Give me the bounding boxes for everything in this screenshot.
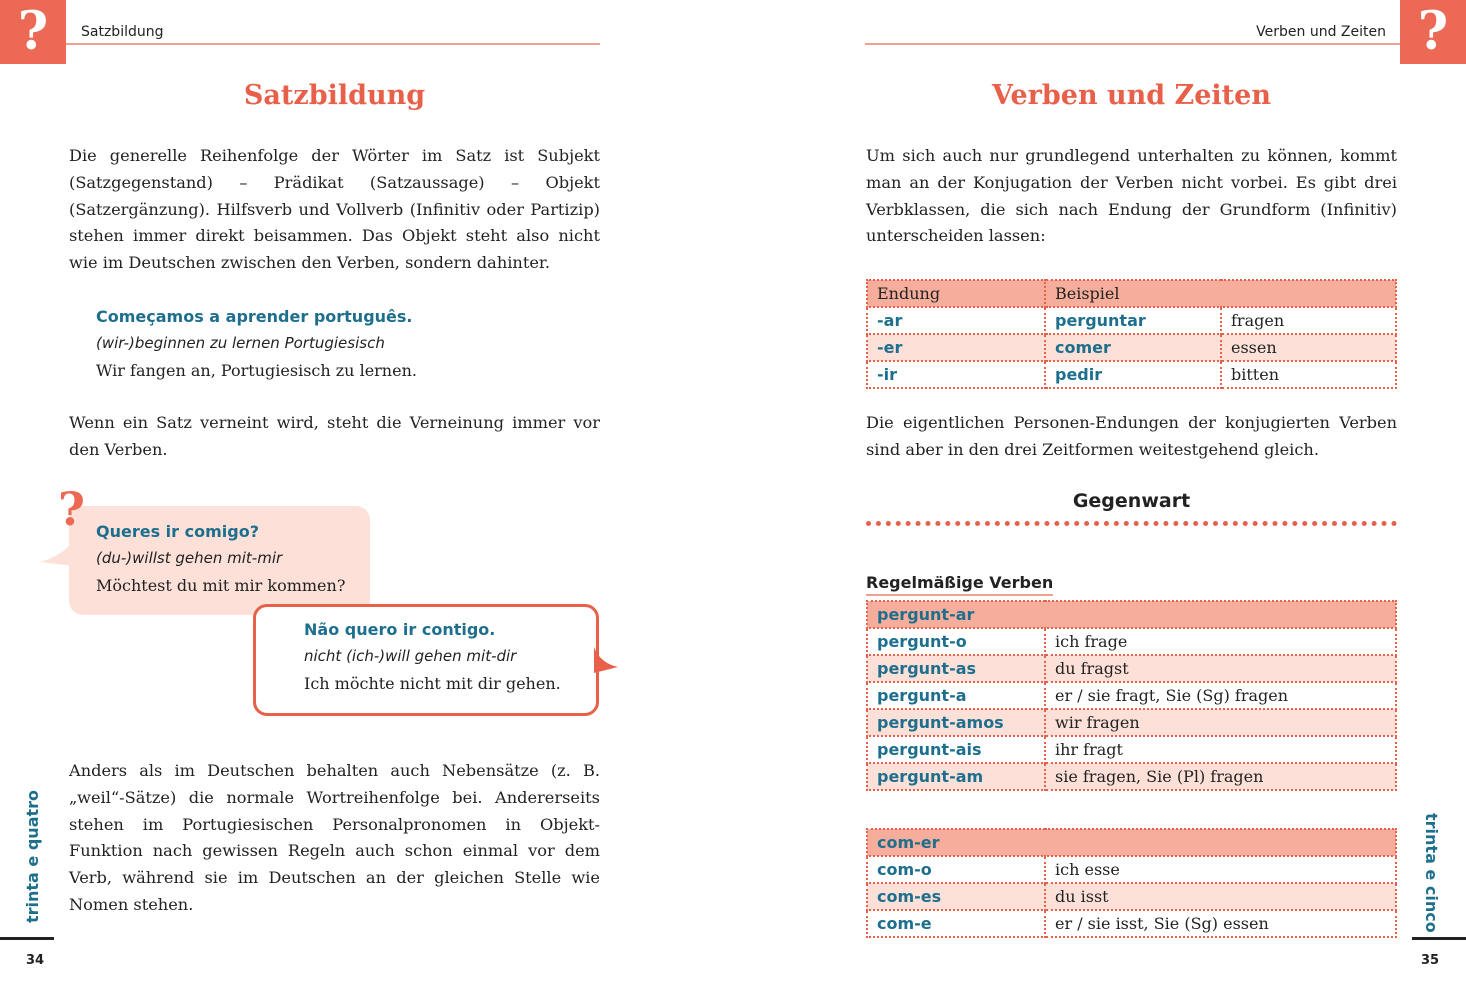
table-ar-header: pergunt-ar — [867, 601, 1396, 628]
bubble1-german: Möchtest du mit mir kommen? — [96, 576, 346, 595]
page-title-right: Verben und Zeiten — [992, 80, 1271, 111]
question-mark-icon: ? — [58, 482, 85, 536]
side-label-right: trinta e cinco — [1422, 813, 1441, 933]
german-cell: wir fragen — [1045, 709, 1396, 736]
subheading: Regelmäßige Verben — [866, 573, 1053, 596]
ending-cell: -ar — [867, 307, 1045, 334]
page-number-right: 35 — [1421, 953, 1440, 968]
page-number-left: 34 — [26, 953, 45, 968]
conjugation-table-ar — [866, 600, 1397, 791]
closing-paragraph: Anders als im Deutschen behalten auch Nebensätze (z. B. „weil“-Sätze) die normale Wortreihenfolge bei. Andererseits stehen im Portugiesischen Personalpronomen in Objekt-Funktion nach gewissen Regeln auch schon einmal vor dem Verb, während sie im Deutschen an der gleichen Stelle wie Nomen stehen. — [69, 761, 600, 914]
verb-classes-table — [866, 279, 1397, 389]
bubble1-text — [96, 518, 366, 599]
section-heading: Gegenwart — [1072, 490, 1191, 512]
example-german: Wir fangen an, Portugiesisch zu lernen. — [96, 361, 417, 380]
german-cell: du fragst — [1045, 655, 1396, 682]
german-cell: sie fragen, Sie (Pl) fragen — [1045, 763, 1396, 790]
german-cell: ich frage — [1045, 628, 1396, 655]
german-cell: fragen — [1221, 307, 1396, 334]
side-label-left: trinta e quatro — [23, 789, 42, 923]
negation-paragraph: Wenn ein Satz verneint wird, steht die Verneinung immer vor den Verben. — [69, 413, 600, 459]
example-block — [96, 303, 576, 384]
portuguese-cell: com-o — [867, 856, 1045, 883]
german-cell: ihr fragt — [1045, 736, 1396, 763]
intro-paragraph-right: Um sich auch nur grundlegend unterhalten zu können, kommt man an der Konjugation der Verben nicht vorbei. Es gibt drei Verbklassen, die sich nach Endung der Grundform (Infinitiv) unterscheiden lassen: — [866, 146, 1397, 246]
running-head-left: Satzbildung — [81, 24, 164, 40]
running-head-rule — [865, 43, 1400, 45]
header-example: Beispiel — [1045, 280, 1396, 307]
portuguese-cell: pergunt-a — [867, 682, 1045, 709]
portuguese-cell: com-e — [867, 910, 1045, 937]
german-cell: ich esse — [1045, 856, 1396, 883]
intro-paragraph-left: Die generelle Reihenfolge der Wörter im Satz ist Subjekt (Satzgegenstand) – Prädikat (Satzaussage) – Objekt (Satzergänzung). Hilfsverb und Vollverb (Infinitiv oder Partizip) stehen immer direkt beisammen. Das Objekt steht also nicht wie im Deutschen zwischen den Verben, sondern dahinter. — [69, 146, 600, 273]
table-er-header: com-er — [867, 829, 1396, 856]
german-cell: er / sie fragt, Sie (Sg) fragen — [1045, 682, 1396, 709]
portuguese-cell: pergunt-ais — [867, 736, 1045, 763]
german-cell: essen — [1221, 334, 1396, 361]
example-portuguese: Começamos a aprender português. — [96, 307, 413, 326]
portuguese-cell: pedir — [1045, 361, 1221, 388]
portuguese-cell: perguntar — [1045, 307, 1221, 334]
german-cell: du isst — [1045, 883, 1396, 910]
portuguese-cell: comer — [1045, 334, 1221, 361]
bubble2-literal: nicht (ich-)will gehen mit-dir — [304, 647, 517, 665]
ending-cell: -er — [867, 334, 1045, 361]
german-cell: er / sie isst, Sie (Sg) essen — [1045, 910, 1396, 937]
german-cell: bitten — [1221, 361, 1396, 388]
speech-bubble-tail-right — [594, 645, 620, 675]
portuguese-cell: pergunt-amos — [867, 709, 1045, 736]
speech-bubble-tail-left — [40, 540, 80, 570]
bubble1-literal: (du-)willst gehen mit-mir — [96, 549, 283, 567]
running-head-rule — [66, 43, 600, 45]
portuguese-cell: pergunt-am — [867, 763, 1045, 790]
portuguese-cell: com-es — [867, 883, 1045, 910]
page-title-left: Satzbildung — [243, 80, 426, 111]
bubble2-text — [304, 616, 584, 697]
page-number-rule-left — [0, 937, 54, 940]
bubble2-portuguese: Não quero ir contigo. — [304, 620, 496, 639]
section-divider — [866, 521, 1397, 526]
portuguese-cell: pergunt-o — [867, 628, 1045, 655]
running-head-right: Verben und Zeiten — [1256, 24, 1386, 40]
conjugation-table-er — [866, 828, 1397, 938]
header-ending: Endung — [867, 280, 1045, 307]
example-literal: (wir-)beginnen zu lernen Portugiesisch — [96, 334, 385, 352]
portuguese-cell: pergunt-as — [867, 655, 1045, 682]
page-number-rule-right — [1412, 937, 1466, 940]
endings-note: Die eigentlichen Personen-Endungen der konjugierten Verben sind aber in den drei Zeitformen weitestgehend gleich. — [866, 413, 1397, 459]
bubble1-portuguese: Queres ir comigo? — [96, 522, 259, 541]
question-mark-icon: ? — [1400, 0, 1466, 64]
ending-cell: -ir — [867, 361, 1045, 388]
question-mark-icon: ? — [0, 0, 66, 64]
bubble2-german: Ich möchte nicht mit dir gehen. — [304, 674, 561, 693]
